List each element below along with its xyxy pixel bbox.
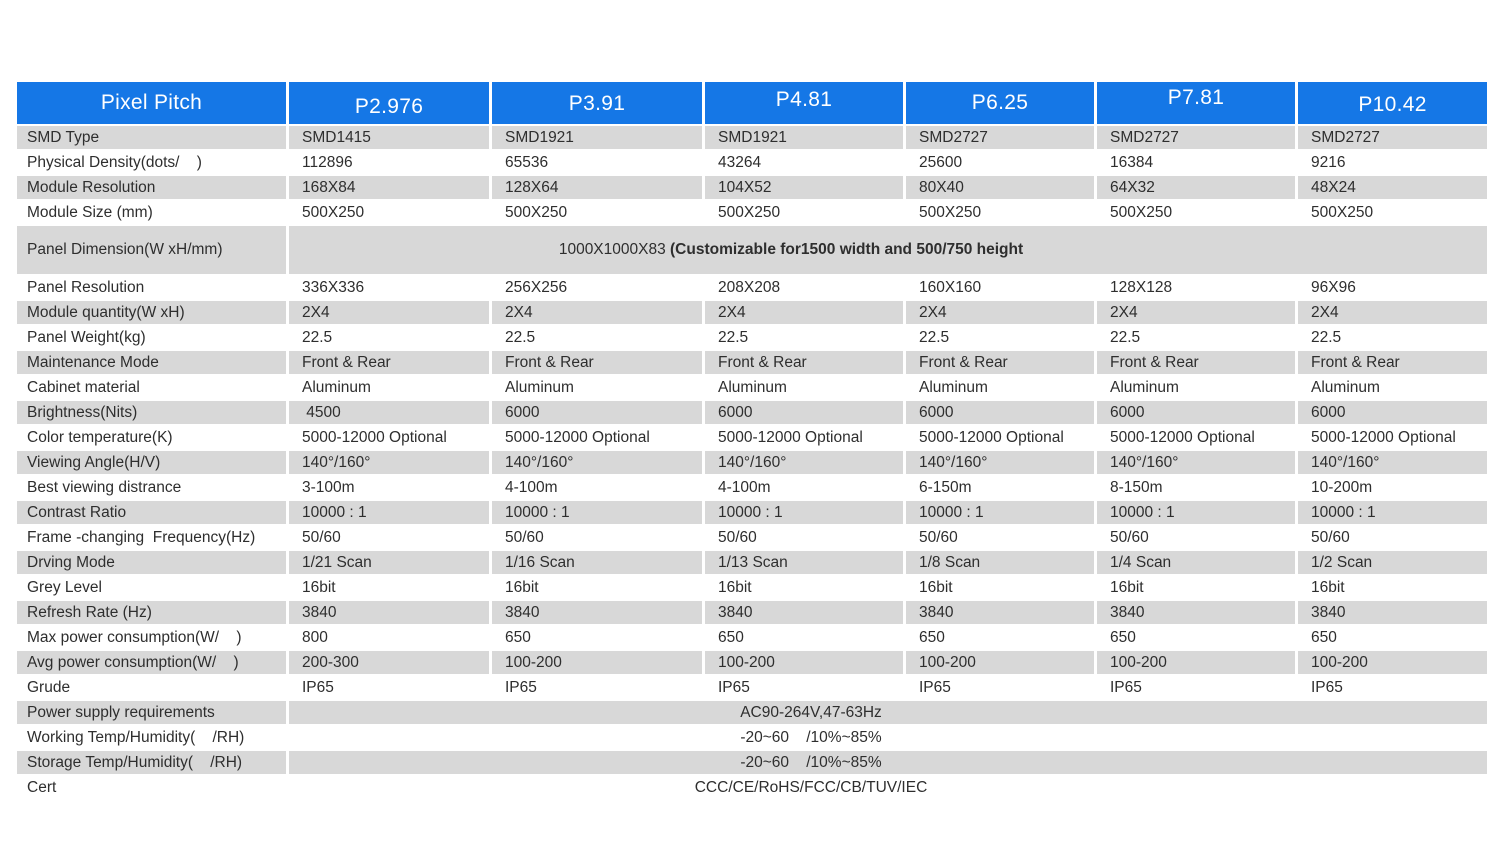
value-cell: 208X208 (705, 276, 903, 299)
value-cell: 100-200 (705, 651, 903, 674)
value-cell: 96X96 (1298, 276, 1487, 299)
value-cell: 2X4 (1097, 301, 1295, 324)
value-cell: 100-200 (1097, 651, 1295, 674)
value-cell: 160X160 (906, 276, 1094, 299)
header-col-p781 (1097, 82, 1295, 124)
header-pixel-pitch (17, 82, 286, 124)
value-cell: IP65 (1097, 676, 1295, 699)
value-cell: 168X84 (289, 176, 489, 199)
value-cell: SMD1921 (705, 126, 903, 149)
merged-value-cell (289, 726, 1487, 749)
value-cell: 100-200 (492, 651, 702, 674)
value-cell: 140°/160° (289, 451, 489, 474)
value-cell: 50/60 (492, 526, 702, 549)
row-label-cell: Frame -changing Frequency(Hz) (17, 526, 286, 549)
spec-row (17, 126, 1487, 149)
value-cell: 140°/160° (705, 451, 903, 474)
spec-row (17, 551, 1487, 574)
header-col-p481 (705, 82, 903, 124)
value-cell: 10000 : 1 (289, 501, 489, 524)
header-col-p1042 (1298, 82, 1487, 124)
value-cell: 43264 (705, 151, 903, 174)
value-cell: 16bit (492, 576, 702, 599)
value-cell: 3840 (906, 601, 1094, 624)
value-cell: 5000-12000 Optional (1298, 426, 1487, 449)
value-cell: 200-300 (289, 651, 489, 674)
header-label: Pixel Pitch (100, 91, 203, 114)
pixel-pitch-spec-table (14, 80, 1490, 801)
value-cell: 6-150m (906, 476, 1094, 499)
value-cell: 6000 (1298, 401, 1487, 424)
header-label: P10.42 (1358, 93, 1427, 116)
value-cell: 6000 (1097, 401, 1295, 424)
value-cell: 1/21 Scan (289, 551, 489, 574)
value-cell: 3840 (705, 601, 903, 624)
value-cell: Aluminum (1097, 376, 1295, 399)
value-cell: 128X64 (492, 176, 702, 199)
value-cell: SMD2727 (1298, 126, 1487, 149)
merged-value-text: -20~60 /10%~85% (740, 728, 882, 746)
value-cell: 64X32 (1097, 176, 1295, 199)
value-cell: 16bit (289, 576, 489, 599)
header-label: P3.91 (568, 92, 626, 115)
value-cell: 65536 (492, 151, 702, 174)
value-cell: 650 (492, 626, 702, 649)
row-label-cell: Drving Mode (17, 551, 286, 574)
row-label-cell: Color temperature(K) (17, 426, 286, 449)
merged-value-cell (289, 701, 1487, 724)
value-cell: 50/60 (705, 526, 903, 549)
value-cell: 2X4 (289, 301, 489, 324)
header-col-p391 (492, 82, 702, 124)
value-cell: 650 (1298, 626, 1487, 649)
spec-row (17, 576, 1487, 599)
value-cell: 48X24 (1298, 176, 1487, 199)
merged-value-text: CCC/CE/RoHS/FCC/CB/TUV/IEC (694, 778, 928, 796)
spec-row (17, 701, 1487, 724)
value-cell: 22.5 (492, 326, 702, 349)
value-cell: 500X250 (1298, 201, 1487, 224)
row-label-cell: Storage Temp/Humidity( /RH) (17, 751, 286, 774)
row-label-cell: Panel Resolution (17, 276, 286, 299)
value-cell: 16bit (1097, 576, 1295, 599)
value-cell: Front & Rear (289, 351, 489, 374)
spec-row (17, 451, 1487, 474)
spec-row (17, 276, 1487, 299)
value-cell: 16bit (906, 576, 1094, 599)
row-label-cell: Maintenance Mode (17, 351, 286, 374)
value-cell: 5000-12000 Optional (705, 426, 903, 449)
row-label-cell: Module Resolution (17, 176, 286, 199)
value-cell: 256X256 (492, 276, 702, 299)
row-label-cell: Grey Level (17, 576, 286, 599)
spec-row (17, 776, 1487, 799)
value-cell: 22.5 (1298, 326, 1487, 349)
value-cell: IP65 (906, 676, 1094, 699)
value-cell: IP65 (289, 676, 489, 699)
value-cell: 3840 (1298, 601, 1487, 624)
spec-row (17, 726, 1487, 749)
spec-row (17, 651, 1487, 674)
value-cell: SMD2727 (1097, 126, 1295, 149)
value-cell: 22.5 (289, 326, 489, 349)
value-cell: 10000 : 1 (1097, 501, 1295, 524)
value-cell: 50/60 (906, 526, 1094, 549)
value-cell: 5000-12000 Optional (1097, 426, 1295, 449)
value-cell: 10000 : 1 (492, 501, 702, 524)
value-cell: 4-100m (705, 476, 903, 499)
value-cell: 650 (705, 626, 903, 649)
value-cell: 800 (289, 626, 489, 649)
value-cell: 50/60 (1298, 526, 1487, 549)
spec-row (17, 626, 1487, 649)
header-col-p2976 (289, 82, 489, 124)
value-cell: 3840 (492, 601, 702, 624)
value-cell: 2X4 (1298, 301, 1487, 324)
value-cell: 650 (906, 626, 1094, 649)
value-cell: 100-200 (906, 651, 1094, 674)
value-cell: 500X250 (705, 201, 903, 224)
value-cell: 10000 : 1 (1298, 501, 1487, 524)
merged-value-text: -20~60 /10%~85% (740, 753, 882, 771)
row-label-cell: Refresh Rate (Hz) (17, 601, 286, 624)
row-label-cell: Module quantity(W xH) (17, 301, 286, 324)
value-cell: IP65 (705, 676, 903, 699)
merged-value-text: 1000X1000X83 (558, 241, 671, 258)
merged-value-cell (289, 226, 1487, 274)
value-cell: 22.5 (1097, 326, 1295, 349)
merged-value-text-bold: (Customizable for1500 width and 500/750 height (670, 241, 1024, 258)
value-cell: SMD2727 (906, 126, 1094, 149)
row-label-cell: Power supply requirements (17, 701, 286, 724)
value-cell: IP65 (492, 676, 702, 699)
merged-value-cell (289, 776, 1487, 799)
value-cell: Aluminum (289, 376, 489, 399)
spec-row (17, 226, 1487, 274)
value-cell: 5000-12000 Optional (492, 426, 702, 449)
value-cell: IP65 (1298, 676, 1487, 699)
value-cell: 1/2 Scan (1298, 551, 1487, 574)
value-cell: 22.5 (705, 326, 903, 349)
value-cell: Aluminum (906, 376, 1094, 399)
value-cell: 140°/160° (1298, 451, 1487, 474)
value-cell: 10000 : 1 (705, 501, 903, 524)
value-cell: 112896 (289, 151, 489, 174)
spec-row (17, 301, 1487, 324)
table-header (17, 82, 1487, 124)
value-cell: 2X4 (492, 301, 702, 324)
value-cell: 1/4 Scan (1097, 551, 1295, 574)
spec-row (17, 201, 1487, 224)
row-label-cell: Best viewing distrance (17, 476, 286, 499)
value-cell: Front & Rear (1298, 351, 1487, 374)
value-cell: Front & Rear (705, 351, 903, 374)
value-cell: 500X250 (492, 201, 702, 224)
spec-row (17, 426, 1487, 449)
value-cell: 4-100m (492, 476, 702, 499)
row-label-cell: Cert (17, 776, 286, 799)
value-cell: 10-200m (1298, 476, 1487, 499)
header-label: P7.81 (1167, 86, 1225, 109)
value-cell: 3840 (1097, 601, 1295, 624)
value-cell: 16384 (1097, 151, 1295, 174)
value-cell: 16bit (705, 576, 903, 599)
value-cell: 5000-12000 Optional (906, 426, 1094, 449)
value-cell: 6000 (906, 401, 1094, 424)
row-label-cell: SMD Type (17, 126, 286, 149)
value-cell: 3-100m (289, 476, 489, 499)
value-cell: 140°/160° (906, 451, 1094, 474)
value-cell: 140°/160° (1097, 451, 1295, 474)
value-cell: 1/16 Scan (492, 551, 702, 574)
value-cell: 16bit (1298, 576, 1487, 599)
value-cell: 336X336 (289, 276, 489, 299)
value-cell: 128X128 (1097, 276, 1295, 299)
value-cell: 22.5 (906, 326, 1094, 349)
value-cell: 50/60 (289, 526, 489, 549)
value-cell: SMD1921 (492, 126, 702, 149)
spec-row (17, 501, 1487, 524)
value-cell: 104X52 (705, 176, 903, 199)
value-cell: SMD1415 (289, 126, 489, 149)
value-cell: 8-150m (1097, 476, 1295, 499)
value-cell: Aluminum (492, 376, 702, 399)
value-cell: Aluminum (1298, 376, 1487, 399)
value-cell: Front & Rear (1097, 351, 1295, 374)
spec-row (17, 376, 1487, 399)
value-cell: 50/60 (1097, 526, 1295, 549)
value-cell: Aluminum (705, 376, 903, 399)
spec-row (17, 751, 1487, 774)
value-cell: 6000 (492, 401, 702, 424)
value-cell: Front & Rear (492, 351, 702, 374)
value-cell: 500X250 (1097, 201, 1295, 224)
value-cell: 650 (1097, 626, 1295, 649)
header-label: P6.25 (971, 91, 1029, 114)
spec-row (17, 476, 1487, 499)
row-label-cell: Module Size (mm) (17, 201, 286, 224)
row-label-cell: Panel Weight(kg) (17, 326, 286, 349)
row-label-cell: Grude (17, 676, 286, 699)
value-cell: 1/13 Scan (705, 551, 903, 574)
value-cell: 80X40 (906, 176, 1094, 199)
spec-row (17, 176, 1487, 199)
value-cell: 9216 (1298, 151, 1487, 174)
row-label-cell: Contrast Ratio (17, 501, 286, 524)
spec-row (17, 151, 1487, 174)
value-cell: 2X4 (705, 301, 903, 324)
spec-row (17, 401, 1487, 424)
spec-row (17, 676, 1487, 699)
row-label-cell: Max power consumption(W/ ) (17, 626, 286, 649)
value-cell: Front & Rear (906, 351, 1094, 374)
value-cell: 6000 (705, 401, 903, 424)
row-label-cell: Avg power consumption(W/ ) (17, 651, 286, 674)
spec-row (17, 601, 1487, 624)
value-cell: 4500 (289, 401, 489, 424)
table-body (17, 126, 1487, 799)
value-cell: 1/8 Scan (906, 551, 1094, 574)
row-label-cell: Working Temp/Humidity( /RH) (17, 726, 286, 749)
value-cell: 500X250 (289, 201, 489, 224)
value-cell: 10000 : 1 (906, 501, 1094, 524)
value-cell: 100-200 (1298, 651, 1487, 674)
merged-value-text: AC90-264V,47-63Hz (740, 703, 882, 721)
row-label-cell: Physical Density(dots/ ) (17, 151, 286, 174)
row-label-cell: Panel Dimension(W xH/mm) (17, 226, 286, 274)
value-cell: 25600 (906, 151, 1094, 174)
header-col-p625 (906, 82, 1094, 124)
row-label-cell: Brightness(Nits) (17, 401, 286, 424)
value-cell: 3840 (289, 601, 489, 624)
header-label: P4.81 (775, 88, 833, 111)
spec-row (17, 326, 1487, 349)
header-label: P2.976 (354, 95, 424, 118)
header-row (17, 82, 1487, 124)
row-label-cell: Cabinet material (17, 376, 286, 399)
merged-value-cell (289, 751, 1487, 774)
value-cell: 140°/160° (492, 451, 702, 474)
value-cell: 2X4 (906, 301, 1094, 324)
value-cell: 500X250 (906, 201, 1094, 224)
spec-row (17, 526, 1487, 549)
row-label-cell: Viewing Angle(H/V) (17, 451, 286, 474)
value-cell: 5000-12000 Optional (289, 426, 489, 449)
spec-row (17, 351, 1487, 374)
